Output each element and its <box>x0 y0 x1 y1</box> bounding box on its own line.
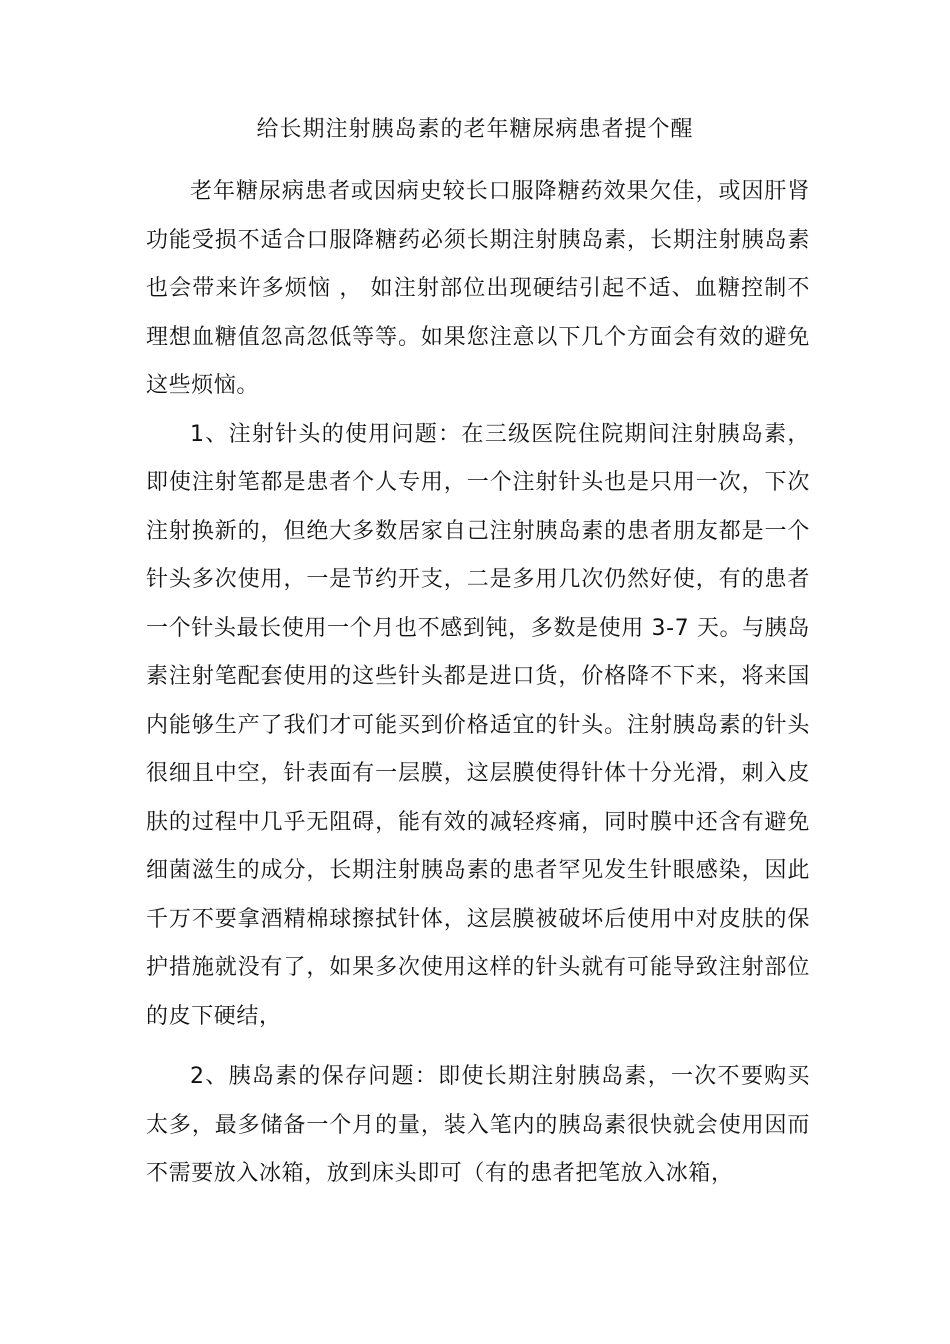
document-body <box>146 168 810 1199</box>
document-title: 给长期注射胰岛素的老年糖尿病患者提个醒 <box>256 117 694 142</box>
paragraph-gap <box>146 1041 810 1053</box>
paragraph-needle-usage: 1、注射针头的使用问题：在三级医院住院期间注射胰岛素，即使注射笔都是患者个人专用，一个注射针头也是只用一次，下次注射换新的，但绝大多数居家自己注射胰岛素的患者朋友都是一个针头多次使用，一是节约开支，二是多用几次仍然好使，有的患者一个针头最长使用一个月也不感到钝，多数是使用 3-7 天。与胰岛素注射笔配套使用的这些针头都是进口货，价格降不下来，将来国内能够生产了我们才可能买到价格适宜的针头。注射胰岛素的针头很细且中空，针表面有一层膜，这层膜使得针体十分光滑，刺入皮肤的过程中几乎无阻碍，能有效的减轻疼痛，同时膜中还含有避免细菌滋生的成分，长期注射胰岛素的患者罕见发生针眼感染，因此千万不要拿酒精棉球擦拭针体，这层膜被破坏后使用中对皮肤的保护措施就没有了，如果多次使用这样的针头就有可能导致注射部位的皮下硬结， <box>146 421 810 1029</box>
paragraph-insulin-storage: 2、胰岛素的保存问题：即使长期注射胰岛素，一次不要购买太多，最多储备一个月的量，装入笔内的胰岛素很快就会使用因而不需要放入冰箱，放到床头即可（有的患者把笔放入冰箱， <box>146 1064 810 1186</box>
paragraph-intro: 老年糖尿病患者或因病史较长口服降糖药效果欠佳，或因肝肾功能受损不适合口服降糖药必须长期注射胰岛素，长期注射胰岛素也会带来许多烦恼 ， 如注射部位出现硬结引起不适、血糖控制不理想血糖值忽高忽低等等。如果您注意以下几个方面会有效的避免这些烦恼。 <box>146 179 810 398</box>
